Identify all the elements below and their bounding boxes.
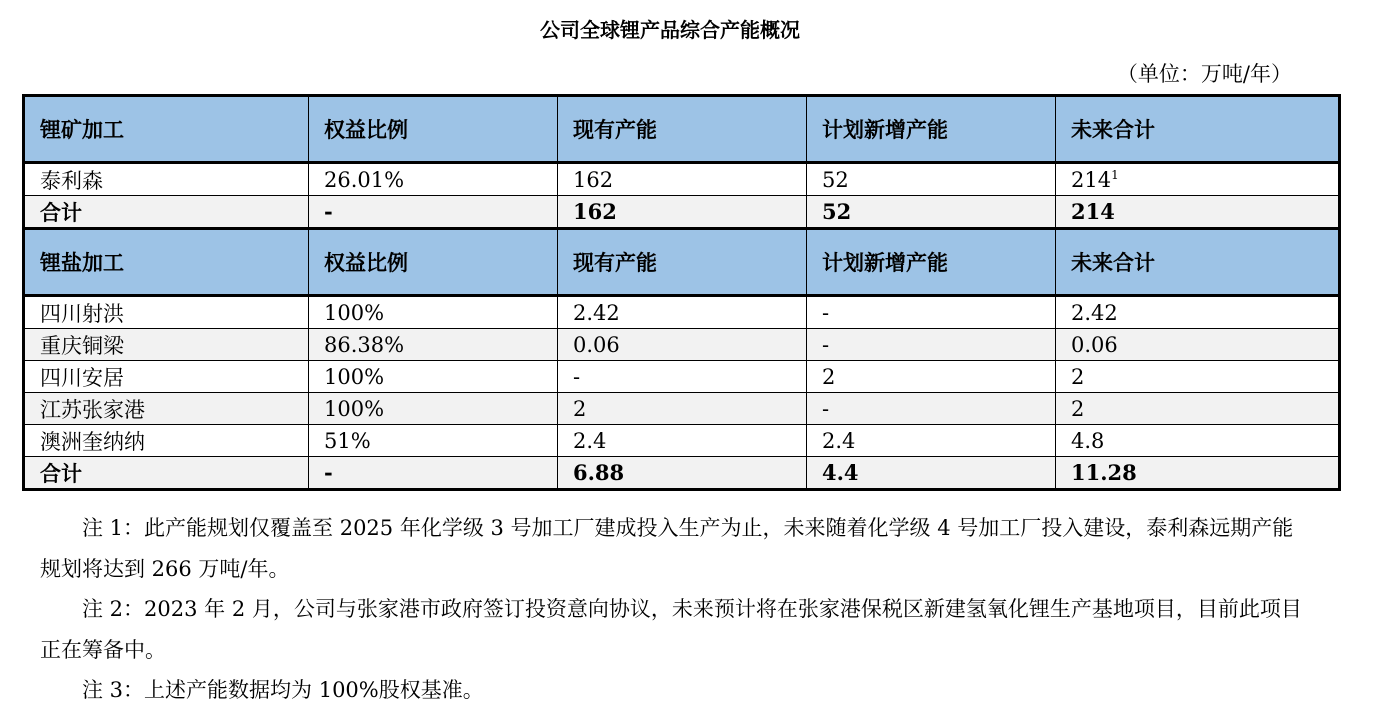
header-cell: 现有产能 xyxy=(558,229,807,296)
table-cell: 162 xyxy=(558,163,807,196)
capacity-table xyxy=(22,94,1341,491)
table-cell: 214 xyxy=(1056,196,1340,229)
table-cell: 0.06 xyxy=(558,329,807,361)
table-cell: 100% xyxy=(309,393,558,425)
table-header-row xyxy=(24,96,1340,163)
header-cell: 现有产能 xyxy=(558,96,807,163)
unit-label: （单位：万吨/年） xyxy=(1116,62,1292,86)
table-cell: 2.42 xyxy=(558,296,807,329)
table-row xyxy=(24,329,1340,361)
table-cell: - xyxy=(558,361,807,393)
table-cell: 2.42 xyxy=(1056,296,1340,329)
table-cell: 2 xyxy=(1056,361,1340,393)
table-cell xyxy=(1056,163,1340,196)
table-cell: 江苏张家港 xyxy=(24,393,309,425)
table-cell: 4.8 xyxy=(1056,425,1340,457)
table-cell: 泰利森 xyxy=(24,163,309,196)
table-cell: 重庆铜梁 xyxy=(24,329,309,361)
footnote-1: 注 1：此产能规划仅覆盖至 2025 年化学级 3 号加工厂建成投入生产为止，未来随着化学级 4 号加工厂投入建设，泰利森远期产能规划将达到 266 万吨/年。 xyxy=(40,516,1294,581)
table-cell: 26.01% xyxy=(309,163,558,196)
table-cell: 2 xyxy=(558,393,807,425)
table-cell: - xyxy=(309,196,558,229)
table-cell: - xyxy=(807,329,1056,361)
table-cell: 四川射洪 xyxy=(24,296,309,329)
table-cell: 2 xyxy=(807,361,1056,393)
table-title: 公司全球锂产品综合产能概况 xyxy=(540,18,800,42)
total-row xyxy=(24,457,1340,490)
table-cell: - xyxy=(807,296,1056,329)
table-cell: - xyxy=(309,457,558,490)
footnote-marker: 1 xyxy=(1111,167,1119,182)
header-cell: 权益比例 xyxy=(309,229,558,296)
table-cell: 澳洲奎纳纳 xyxy=(24,425,309,457)
table-cell: 四川安居 xyxy=(24,361,309,393)
table-cell: 51% xyxy=(309,425,558,457)
table-cell: 86.38% xyxy=(309,329,558,361)
table-cell: 2.4 xyxy=(558,425,807,457)
table-row xyxy=(24,296,1340,329)
table-cell: 11.28 xyxy=(1056,457,1340,490)
footnotes xyxy=(40,508,1310,711)
cell-value: 214 xyxy=(1071,167,1112,192)
table-row xyxy=(24,425,1340,457)
table-cell: 52 xyxy=(807,196,1056,229)
table-cell: 52 xyxy=(807,163,1056,196)
header-cell: 计划新增产能 xyxy=(807,229,1056,296)
table-row xyxy=(24,361,1340,393)
total-row xyxy=(24,196,1340,229)
table-header-row xyxy=(24,229,1340,296)
table-cell: 0.06 xyxy=(1056,329,1340,361)
table-cell: 100% xyxy=(309,361,558,393)
header-cell: 权益比例 xyxy=(309,96,558,163)
table-row xyxy=(24,163,1340,196)
table-cell: - xyxy=(807,393,1056,425)
table-cell: 6.88 xyxy=(558,457,807,490)
footnote-3: 注 3：上述产能数据均为 100%股权基准。 xyxy=(82,678,484,702)
table-cell: 100% xyxy=(309,296,558,329)
header-cell: 未来合计 xyxy=(1056,229,1340,296)
table-row xyxy=(24,393,1340,425)
table-cell: 4.4 xyxy=(807,457,1056,490)
table-cell: 2.4 xyxy=(807,425,1056,457)
header-cell: 锂盐加工 xyxy=(24,229,309,296)
table-cell: 2 xyxy=(1056,393,1340,425)
table-cell: 合计 xyxy=(24,457,309,490)
table-cell: 合计 xyxy=(24,196,309,229)
header-cell: 计划新增产能 xyxy=(807,96,1056,163)
table-cell: 162 xyxy=(558,196,807,229)
footnote-2: 注 2：2023 年 2 月，公司与张家港市政府签订投资意向协议，未来预计将在张家港保税区新建氢氧化锂生产基地项目，目前此项目正在筹备中。 xyxy=(40,597,1302,662)
header-cell: 未来合计 xyxy=(1056,96,1340,163)
header-cell: 锂矿加工 xyxy=(24,96,309,163)
